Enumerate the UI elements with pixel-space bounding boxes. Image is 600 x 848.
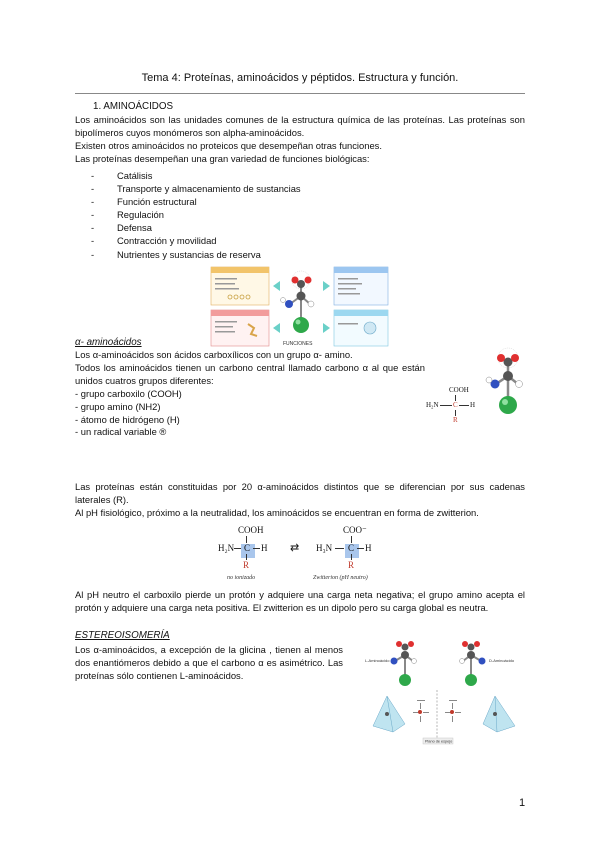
aminoacid-formula xyxy=(424,386,484,446)
paragraph-central-carbon: Todos los aminoácidos tienen un carbono central llamado carbono α al que están unidos cuatros grupos diferentes: xyxy=(75,362,425,386)
stereo-heading: ESTEREOISOMERÍA xyxy=(75,630,170,641)
title-divider xyxy=(75,93,525,94)
list-item: - grupo carboxilo (COOH) xyxy=(75,388,182,399)
list-item: - átomo de hidrógeno (H) xyxy=(75,413,180,425)
formula-amine: H₂N xyxy=(426,401,439,409)
groups-list xyxy=(75,388,182,439)
equilibrium-arrow-icon: ⇄ xyxy=(290,542,300,554)
formula-hydrogen: H xyxy=(470,401,476,409)
formula-carbon: C xyxy=(348,543,355,553)
list-item: - Catálisis xyxy=(91,170,153,181)
formula-carboxyl: COOH xyxy=(238,525,264,535)
list-item: - Defensa xyxy=(91,222,152,234)
alpha-heading: α- aminoácidos xyxy=(75,337,142,348)
functions-center-label: FUNCIONES xyxy=(283,341,313,347)
formula-carbon: C xyxy=(244,543,251,553)
list-item: - Función estructural xyxy=(91,196,197,208)
paragraph-non-protein: Existen otros aminoácidos no proteicos que desempeñan otras funciones. xyxy=(75,140,382,151)
formula-carboxyl: COOH xyxy=(449,386,469,394)
caption-zwitterion: Zwitterion (pH neutro) xyxy=(313,575,368,581)
paragraph-functions-intro: Las proteínas desempeñan una gran variedad de funciones biológicas: xyxy=(75,153,370,164)
formula-radical: R xyxy=(453,416,458,424)
page-number: 1 xyxy=(519,797,526,809)
list-item: - grupo amino (NH2) xyxy=(75,400,161,412)
paragraph-zwitterion: Al pH fisiológico, próximo a la neutralidad, los aminoácidos se encuentran en forma de zwitterion. xyxy=(75,507,479,518)
paragraph-enantiomers: Los α-aminoácidos, a excepción de la glicina , tienen al menos dos enantiómeros debido a que el carbono α es asimétrico. Las proteínas sólo contienen L-aminoácidos. xyxy=(75,644,343,681)
formula-bond xyxy=(335,548,344,549)
formula-radical: R xyxy=(348,560,355,570)
functions-list xyxy=(91,169,301,261)
formula-bond xyxy=(246,536,247,543)
formula-bond xyxy=(253,548,260,549)
paragraph-20-aminoacids: Las proteínas están constituidas por 20 α-aminoácidos distintos que se diferencian por sus cadenas laterales (R). xyxy=(75,481,525,505)
formula-carbon: C xyxy=(453,401,458,409)
paragraph-definition: Los aminoácidos son las unidades comunes de la estructura química de las proteínas. Las proteínas son bipolímeros cuyos monómeros son alpha-aminoácidos. xyxy=(75,114,525,138)
formula-bond xyxy=(440,405,452,406)
formula-carboxylate: COO⁻ xyxy=(343,525,367,535)
page-title: Tema 4: Proteínas, aminoácidos y péptidos. Estructura y función. xyxy=(141,72,459,84)
list-item: - Regulación xyxy=(91,209,164,221)
molecule-3d-figure xyxy=(484,346,530,418)
formula-ammonium: H₃N xyxy=(316,543,333,553)
list-item: - Transporte y almacenamiento de sustancias xyxy=(91,183,301,195)
section-heading-aminoacidos: 1. AMINOÁCIDOS xyxy=(93,101,174,112)
mirror-plane-label: Plano de espejo xyxy=(425,739,453,744)
zwitterion-equilibrium xyxy=(215,525,385,585)
list-item: - Nutrientes y sustancias de reserva xyxy=(91,248,261,260)
formula-bond xyxy=(459,405,469,406)
label-l-aminoacid: L-Aminoácido xyxy=(365,658,390,663)
formula-bond xyxy=(351,536,352,543)
label-d-aminoacid: D-Aminoácido xyxy=(489,658,515,663)
stereo-mirror-figure xyxy=(365,688,525,746)
paragraph-neutral-ph: Al pH neutro el carboxilo pierde un protón y adquiere una carga neta negativa; el grupo amino acepta el protón y adquiere una carga neta positiva. El zwitterion es un dipolo pero su carga global es neutra. xyxy=(75,589,525,613)
formula-radical: R xyxy=(243,560,250,570)
formula-hydrogen: H xyxy=(261,543,268,553)
formula-hydrogen: H xyxy=(365,543,372,553)
list-item: - un radical variable ® xyxy=(75,426,167,438)
paragraph-alpha-definition: Los α-aminoácidos son ácidos carboxílicos con un grupo α- amino. xyxy=(75,349,353,360)
formula-amine: H₂N xyxy=(218,543,235,553)
list-item: - Contracción y movilidad xyxy=(91,235,217,247)
caption-non-ionized: no ionizado xyxy=(227,575,256,581)
formula-bond xyxy=(357,548,364,549)
functions-figure xyxy=(210,266,390,348)
enantiomers-figure xyxy=(365,637,525,691)
